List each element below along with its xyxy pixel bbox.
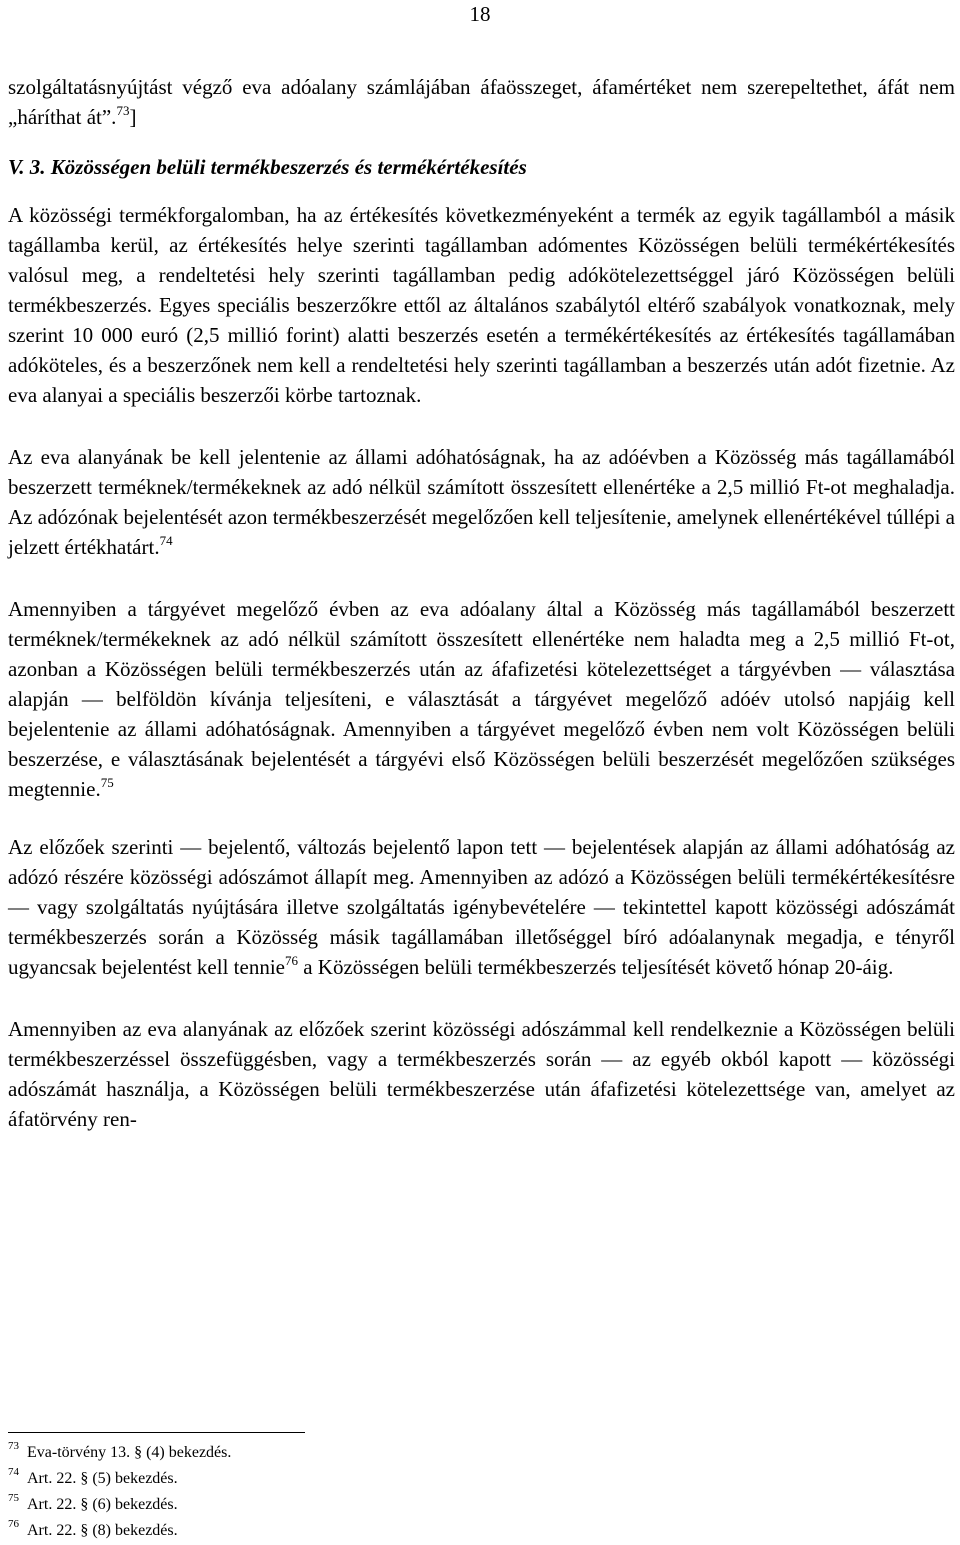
paragraph-text: Az előzőek szerinti ― bejelentő, változás bejelentő lapon tett ― bejelentések alapján az állami adóhatóság az adózó részére közösségi adószámot állapít meg. Amennyiben az adózó a Közösségen belüli termékértékesítésre ― vagy szolgáltatás nyújtására illetve szolgáltatás igénybevételére ― tekintettel kapott közösségi adószámát termékbeszerzés során a Közösség másik tagállamában illetőséggel bíró adóalanynak megadja, e tényről ugyancsak bejelentést kell tennie	[8, 835, 955, 979]
footnote-76	[8, 1518, 608, 1544]
section-heading: V. 3. Közösségen belüli termékbeszerzés és termékértékesítés	[8, 155, 527, 179]
page-number: 18	[469, 2, 491, 26]
footnote-ref-73[interactable]: 73	[116, 103, 130, 118]
paragraph-text: Az eva alanyának be kell jelentenie az állami adóhatóságnak, ha az adóévben a Közösség más tagállamából beszerzett terméknek/termékeknek az adó nélkül számított összesített ellenértéke a 2,5 millió Ft-ot meghaladja. Az adózónak bejelentését azon termékbeszerzését megelőzően kell teljesítenie, amelynek ellenértékével túllépi a jelzett értékhatárt.	[8, 445, 955, 559]
paragraph-community-tax-number	[8, 832, 955, 982]
footnote-text: Art. 22. § (6) bekezdés.	[27, 1496, 178, 1513]
paragraph-community-trade: A közösségi termékforgalomban, ha az értékesítés következményeként a termék az egyik tagállamból a másik tagállamba kerül, az értékesítés helye szerinti tagállamban adómentes Közösségen belüli termékértékesítés valósul meg, a rendeltetési hely szerinti tagállamban pedig adókötelezettséggel járó Közösségen belüli termékbeszerzés. Egyes speciális beszerzőkre ettől az általános szabálytól eltérő szabályok vonatkoznak, mely szerint 10 000 euró (2,5 millió forint) alatti beszerzés esetén a termékértékesítés az értékesítés tagállamában adóköteles, és a beszerzőnek nem kell a rendeltetési hely szerinti tagállamban a beszerzés után adót fizetnie. Az eva alanyai a speciális beszerzői körbe tartoznak.	[8, 203, 955, 407]
footnote-73	[8, 1440, 608, 1466]
footnote-text: Art. 22. § (5) bekezdés.	[27, 1470, 178, 1487]
paragraph-reporting-obligation	[8, 442, 955, 562]
footnote-ref-74[interactable]: 74	[159, 533, 173, 548]
footnotes	[8, 1440, 608, 1544]
footnote-74	[8, 1466, 608, 1492]
footnote-number: 74	[8, 1466, 19, 1478]
paragraph-text: Amennyiben a tárgyévet megelőző évben az eva adóalany által a Közösség más tagállamából beszerzett terméknek/termékeknek az adó nélkül számított összesített ellenértéke nem haladta meg a 2,5 millió Ft-ot, azonban a Közösségen belüli termékbeszerzés után az áfafizetési kötelezettséget a tárgyévben ― választása alapján ― belföldön kívánja teljesíteni, e választását a tárgyévet megelőző adóév utolsó napjáig kell bejelentenie az állami adóhatóságnak. Amennyiben a tárgyévet megelőző évben nem volt Közösségen belüli beszerzése, e választásának bejelentését a tárgyévi első Közösségen belüli beszerzését megelőzően szükséges megtennie.	[8, 597, 955, 801]
intro-paragraph	[8, 72, 955, 132]
page-body	[8, 72, 955, 1134]
footnote-number: 75	[8, 1492, 19, 1504]
footnote-number: 73	[8, 1440, 19, 1452]
paragraph-vat-liability: Amennyiben az eva alanyának az előzőek szerint közösségi adószámmal kell rendelkeznie a Közösségen belüli termékbeszerzéssel összefüggésben, vagy a termékbeszerzés során ― az egyéb okból kapott ― közösségi adószámát használja, a Közösségen belüli termékbeszerzése után áfafizetési kötelezettsége van, amelyet az áfatörvény ren-	[8, 1017, 955, 1131]
footnote-ref-75[interactable]: 75	[100, 775, 114, 790]
footnote-ref-76[interactable]: 76	[284, 953, 298, 968]
intro-closing-bracket: ]	[129, 105, 137, 129]
intro-text: szolgáltatásnyújtást végző eva adóalany számlájában áfaösszeget, áfamértéket nem szerepeltethet, áfát nem „háríthat át”.	[8, 75, 955, 129]
footnote-75	[8, 1492, 608, 1518]
paragraph-option-domestic	[8, 594, 955, 804]
paragraph-text-continued: a Közösségen belüli termékbeszerzés teljesítését követő hónap 20-áig.	[297, 955, 894, 979]
footnote-separator	[8, 1432, 305, 1433]
footnote-text: Art. 22. § (8) bekezdés.	[27, 1522, 178, 1539]
footnote-text: Eva-törvény 13. § (4) bekezdés.	[27, 1444, 232, 1461]
footnote-number: 76	[8, 1518, 19, 1530]
